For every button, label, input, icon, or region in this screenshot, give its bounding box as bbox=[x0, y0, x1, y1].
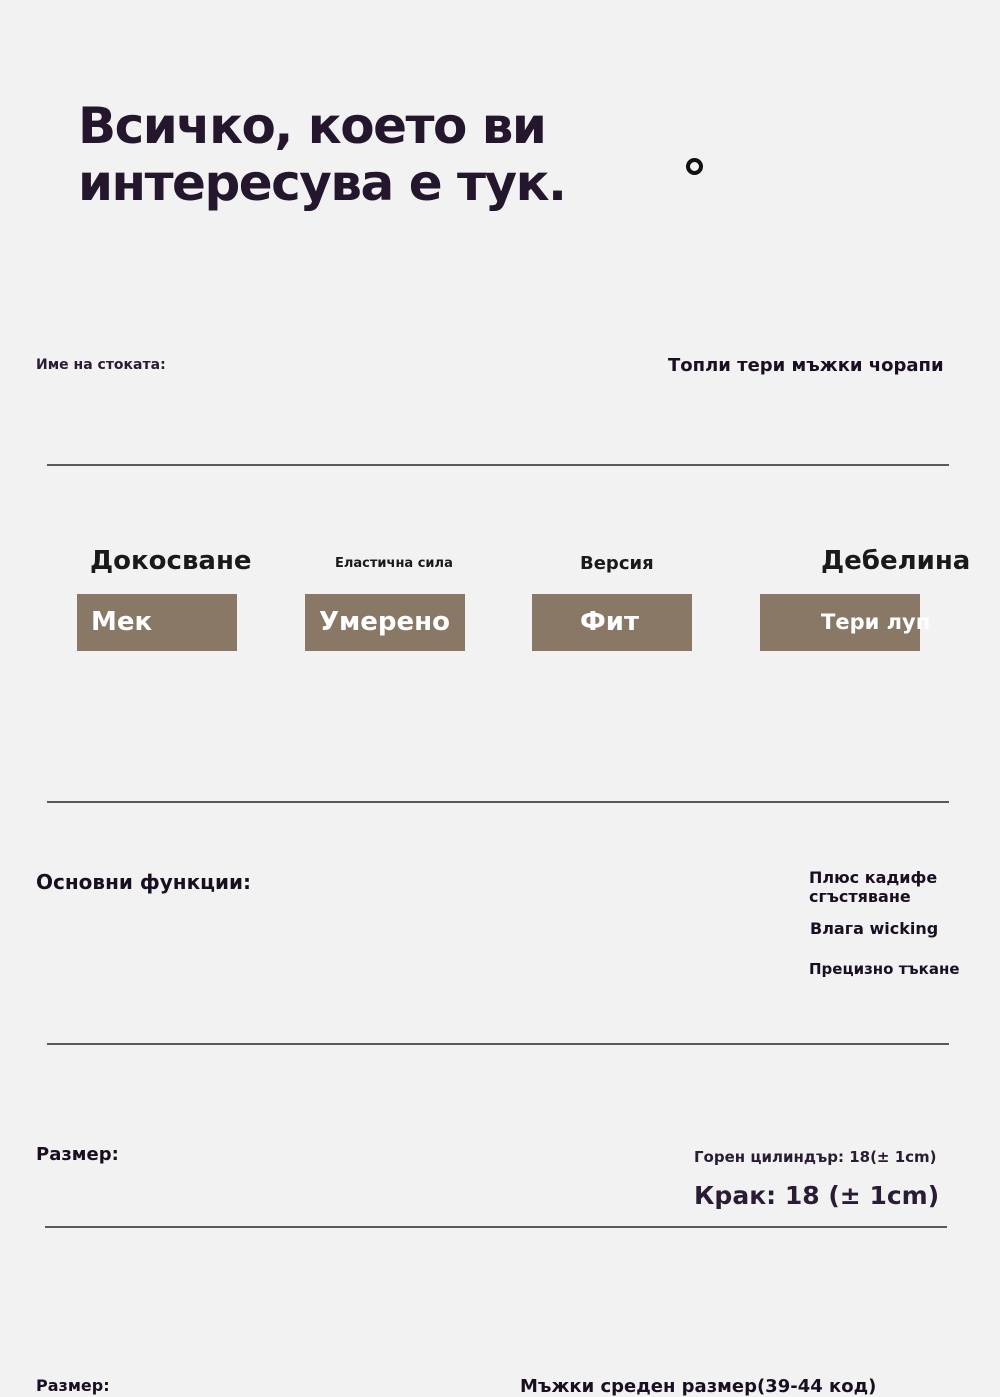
attribute-value-version: Фит bbox=[532, 594, 692, 651]
attribute-label-thickness: Дебелина bbox=[821, 546, 971, 576]
size-label: Размер: bbox=[36, 1144, 119, 1165]
size-foot: Крак: 18 (± 1cm) bbox=[694, 1181, 940, 1210]
attribute-value-elasticity: Умерено bbox=[305, 594, 465, 651]
feature-item: Плюс кадифе сгъстяване bbox=[809, 868, 938, 906]
size-upper-cylinder: Горен цилиндър: 18(± 1cm) bbox=[694, 1148, 937, 1166]
features-label: Основни функции: bbox=[36, 870, 251, 894]
attribute-value-thickness: Тери луп bbox=[760, 594, 920, 651]
page-title: Всичко, което ви интересува е тук. bbox=[78, 97, 566, 212]
product-name-value: Топли тери мъжки чорапи bbox=[668, 355, 944, 376]
attribute-label-version: Версия bbox=[580, 553, 654, 574]
attribute-label-elasticity: Еластична сила bbox=[335, 556, 453, 571]
divider bbox=[47, 464, 949, 466]
attribute-value-touch: Мек bbox=[77, 594, 237, 651]
divider bbox=[47, 1043, 949, 1045]
feature-item: Прецизно тъкане bbox=[809, 960, 960, 978]
feature-item: Влага wicking bbox=[810, 919, 939, 938]
size-label-2: Размер: bbox=[36, 1376, 110, 1395]
ring-icon bbox=[686, 158, 703, 175]
attribute-label-touch: Докосване bbox=[90, 546, 252, 576]
divider bbox=[47, 801, 949, 803]
divider bbox=[45, 1226, 947, 1228]
product-name-label: Име на стоката: bbox=[36, 357, 166, 373]
size-value-2: Мъжки среден размер(39-44 код) bbox=[520, 1376, 877, 1397]
